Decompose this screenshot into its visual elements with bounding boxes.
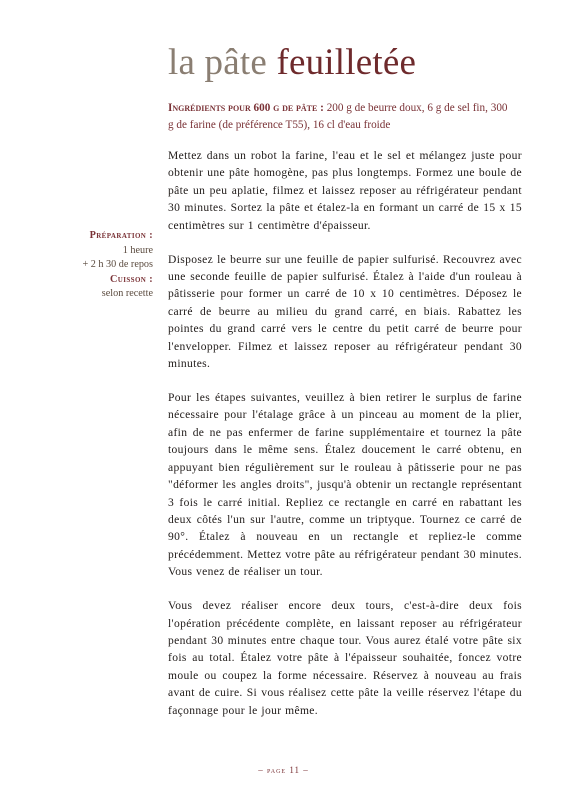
preparation-time: 1 heure — [122, 244, 153, 256]
ingredients-text: 200 g de beurre doux, 6 g de sel fin, 300 g de farine (de préférence T55), 16 cl d'eau froide — [168, 102, 508, 131]
paragraph-4: Vous devez réaliser encore deux tours, c'est-à-dire deux fois l'opération précédente complète, en laissant reposer au réfrigérateur pendant 30 minutes entre chaque tour. Vous aurez étalé votre pâte six fois au total. Étalez votre pâte à l'épaisseur souhaitée, foncez votre moule ou coupez la forme nécessaire. Réservez à nouveau au frais avant de cuire. Si vous réalisez cette pâte la veille réservez l'étape du façonnage pour le jour même. — [168, 600, 522, 717]
page-title — [168, 40, 416, 86]
title-part-1: la pâte — [168, 42, 277, 83]
cuisson-label: Cuisson : — [110, 273, 153, 285]
ingredients-label: Ingrédients pour 600 g de pâte : — [168, 102, 324, 114]
paragraph-3: Pour les étapes suivantes, veuillez à bien retirer le surplus de farine nécessaire pour l'étalage grâce à un pinceau au moment de la plier, afin de ne pas enfermer de farine supplémentaire et tournez la pâte toujours dans le même sens. Étalez doucement le carré obtenu, en appuyant bien régulièrement sur le rouleau à pâtisserie pour ne pas "déformer les angles droits", jusqu'à obtenir un rectangle représentant 3 fois le carré initial. Repliez ce rectangle en carré en rabattant les deux côtés l'un sur l'autre, comme un triptyque. Tournez ce carré de 90°. Étalez à nouveau en un rectangle et repliez-le comme précédemment. Mettez votre pâte au réfrigérateur pendant 30 minutes. Vous venez de réaliser un tour. — [168, 392, 522, 579]
page-number: – page 11 – — [258, 765, 309, 775]
ingredients — [168, 100, 512, 134]
recipe-body — [168, 148, 522, 737]
cuisson-value: selon recette — [101, 288, 153, 299]
rest-time: + 2 h 30 de repos — [82, 259, 153, 270]
title-part-2: feuilletée — [276, 42, 417, 83]
paragraph-1: Mettez dans un robot la farine, l'eau et le sel et mélangez juste pour obtenir une pâte homogène, pas plus longtemps. Formez une boule de pâte un peu aplatie, filmez et laissez reposer au réfrigérateur pendant 30 minutes. Sortez la pâte et étalez-la en formant un carré de 15 x 15 centimètres sur 1 centimètre d'épaisseur. — [168, 150, 522, 232]
recipe-sidebar — [40, 229, 153, 302]
preparation-label: Préparation : — [89, 230, 153, 241]
paragraph-2: Disposez le beurre sur une feuille de papier sulfurisé. Recouvrez avec une seconde feuille de papier sulfurisé. Étalez à l'aide d'un rouleau à pâtisserie pour former un carré de 10 x 10 centimètres. Déposez le carré de beurre au milieu du grand carré, en biais. Rabattez les pointes du grand carré vers le centre du petit carré de beurre pour l'envelopper. Filmez et laissez reposer au réfrigérateur pendant 30 minutes. — [168, 253, 522, 371]
